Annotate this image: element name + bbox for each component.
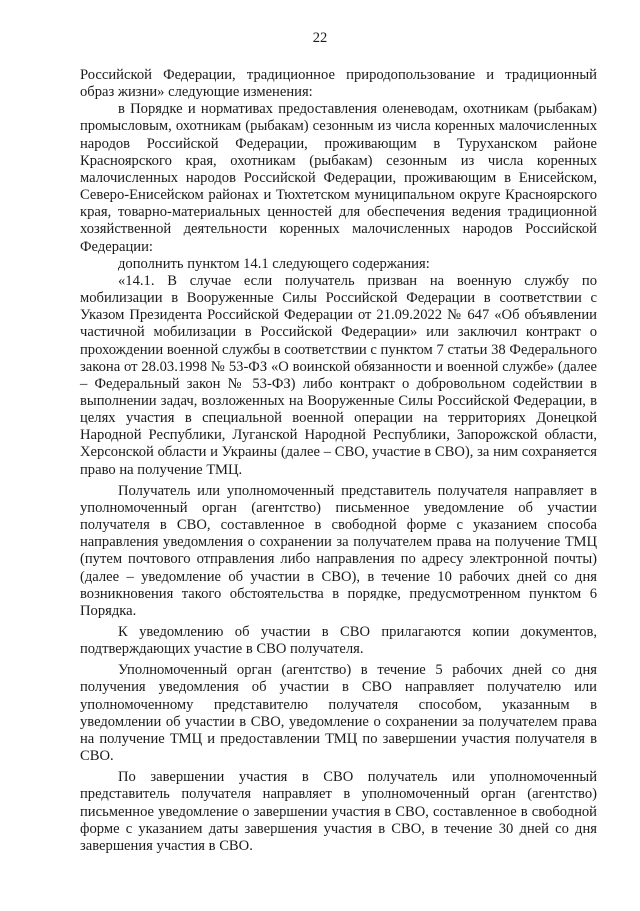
paragraph-intro-continuation: Российской Федерации, традиционное природопользование и традиционный образ жизни» следующие изменения: xyxy=(80,67,597,101)
paragraph-attachments: К уведомлению об участии в СВО прилагаются копии документов, подтверждающих участие в СВО получателя. xyxy=(80,624,597,658)
paragraph-notification: Получатель или уполномоченный представитель получателя направляет в уполномоченный орган (агентство) письменное уведомление об участии получателя в СВО, составленное в свободной форме с указанием способа направления уведомления о сохранении за получателем права на получение ТМЦ (путем почтового отправления либо направления по адресу электронной почты) (далее – уведомление об участии в СВО), в течение 10 рабочих дней со дня возникновения такого обстоятельства в порядке, предусмотренном пунктом 6 Порядка. xyxy=(80,482,597,619)
paragraph-completion-notice: По завершении участия в СВО получатель или уполномоченный представитель получателя направляет в уполномоченный орган (агентство) письменное уведомление о завершении участия в СВО, составленное в свободной форме с указанием даты завершения участия в СВО, в течение 30 дней со дня завершения участия в СВО. xyxy=(80,769,597,854)
document-body xyxy=(80,67,597,855)
paragraph-clause-14-1: «14.1. В случае если получатель призван на военную службу по мобилизации в Вооруженные Силы Российской Федерации в соответствии с Указом Президента Российской Федерации от 21.09.2022 № 647 «Об объявлении частичной мобилизации в Российской Федерации» или заключил контракт о прохождении военной службы в соответствии с пунктом 7 статьи 38 Федерального закона от 28.03.1998 № 53-ФЗ «О воинской обязанности и военной службе» (далее – Федеральный закон № 53-ФЗ) либо контракт о добровольном содействии в выполнении задач, возложенных на Вооруженные Силы Российской Федерации, в целях участия в специальной военной операции на территориях Донецкой Народной Республики, Луганской Народной Республики, Запорожской области, Херсонской области и Украины (далее – СВО, участие в СВО), за ним сохраняется право на получение ТМЦ. xyxy=(80,272,597,478)
paragraph-add-clause: дополнить пунктом 14.1 следующего содержания: xyxy=(118,255,430,272)
paragraph-authority-response: Уполномоченный орган (агентство) в течение 5 рабочих дней со дня получения уведомления об участии в СВО направляет получателю или уполномоченному представителю получателя способом, указанным в уведомлении об участии в СВО, уведомление о сохранении за получателем права на получение ТМЦ и предоставлении ТМЦ по завершении участия получателя в СВО. xyxy=(80,662,597,765)
page-number: 22 xyxy=(312,30,328,46)
paragraph-order-reference: в Порядке и нормативах предоставления оленеводам, охотникам (рыбакам) промысловым, охотникам (рыбакам) сезонным из числа коренных малочисленных народов Российской Федерации, проживающим в Туруханском районе Красноярского края, охотникам (рыбакам) сезонным из числа коренных малочисленных народов Российской Федерации, проживающим в Енисейском, Северо-Енисейском районах и Тюхтетском муниципальном округе Красноярского края, товарно-материальных ценностей для обеспечения ведения традиционной хозяйственной деятельности коренных малочисленных народов Российской Федерации: xyxy=(80,101,597,255)
